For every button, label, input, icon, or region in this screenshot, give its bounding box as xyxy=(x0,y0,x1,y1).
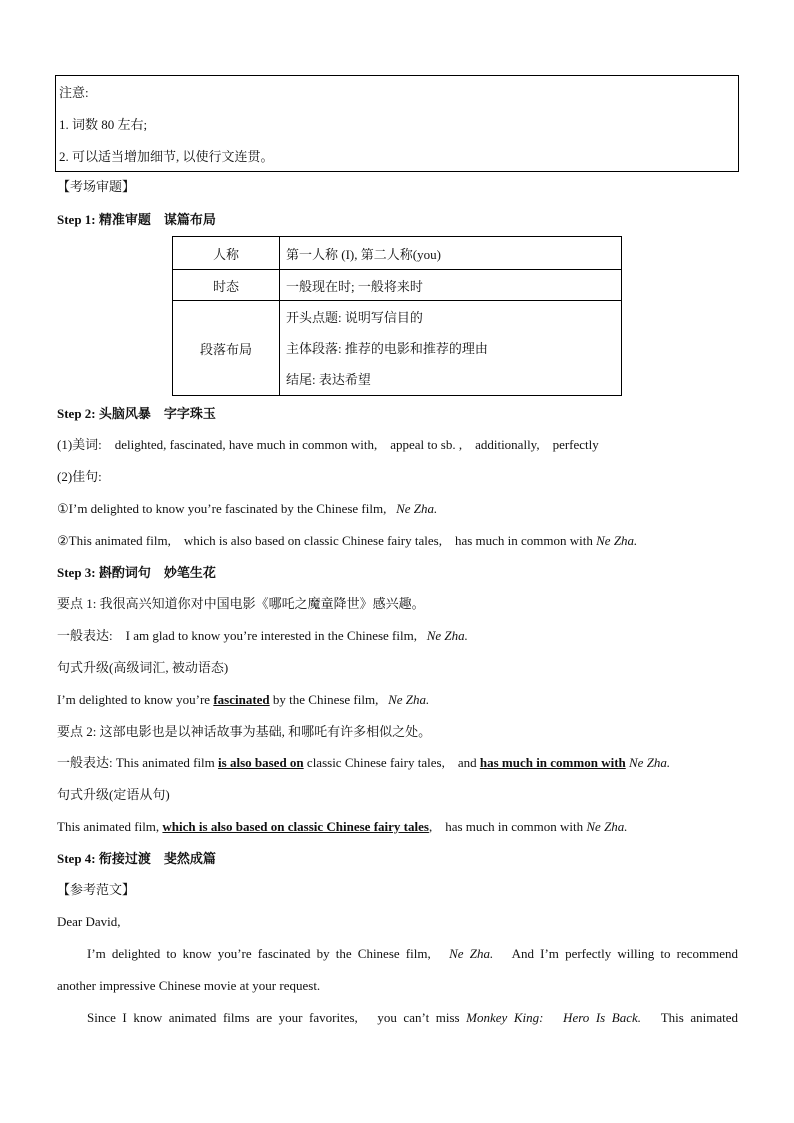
para1-text-a: I’m delighted to know you’re fascinated by the Chinese film, xyxy=(87,946,431,961)
point-2-general-title: Ne Zha. xyxy=(629,755,671,770)
point-2-general xyxy=(57,754,738,772)
letter-para1-line1 xyxy=(57,945,738,963)
point-1-upgrade-key: fascinated xyxy=(213,692,270,707)
point-2-general-text-a: 一般表达: This animated film xyxy=(57,755,219,770)
notice-box xyxy=(55,75,739,172)
sentence-2-title: Ne Zha. xyxy=(596,533,638,548)
point-2-upgrade-title: Ne Zha. xyxy=(586,819,628,834)
point-1-upgrade-text-a: I’m delighted to know you’re xyxy=(57,692,214,707)
words-label: (1)美词: xyxy=(57,437,102,452)
point-1: 要点 1: 我很高兴知道你对中国电影《哪吒之魔童降世》感兴趣。 xyxy=(57,596,425,611)
point-2-upgrade-text-b: , has much in common with xyxy=(428,819,584,834)
point-1-upgrade-title: Ne Zha. xyxy=(388,692,430,707)
point-1-general-title: Ne Zha. xyxy=(426,628,468,643)
reference-label: 【参考范文】 xyxy=(57,882,136,897)
layout-ending: 结尾: 表达希望 xyxy=(286,371,371,387)
sentence-2-text: ②This animated film, which is also based on classic Chinese fairy tales, has much in common with xyxy=(57,533,593,548)
para2-text-a: Since I know animated films are your favorites, you can’t miss xyxy=(87,1010,460,1025)
point-1-general-text: 一般表达: I am glad to know you’re interested in the Chinese film, xyxy=(57,628,417,643)
notice-item-2: 2. 可以适当增加细节, 以使行文连贯。 xyxy=(59,149,274,164)
para2-title: Monkey King: Hero Is Back. xyxy=(466,1010,642,1025)
para2-text-b: This animated xyxy=(660,1010,738,1025)
point-1-upgrade-label: 句式升级(高级词汇, 被动语态) xyxy=(57,660,229,675)
step1-heading: Step 1: 精准审题 谋篇布局 xyxy=(57,212,216,227)
letter-para2-line1 xyxy=(57,1009,738,1027)
step2-heading: Step 2: 头脑风暴 字字珠玉 xyxy=(57,406,216,421)
tense-value: 一般现在时; 一般将来时 xyxy=(280,270,622,301)
table-row xyxy=(173,301,622,396)
point-2-general-key-2: has much in common with xyxy=(479,755,626,770)
letter-para1-line2: another impressive Chinese movie at your request. xyxy=(57,978,321,993)
point-2-upgrade-key: which is also based on classic Chinese fairy tales xyxy=(162,819,429,834)
para1-text-b: And I’m perfectly willing to recommend xyxy=(511,946,738,961)
layout-body: 主体段落: 推荐的电影和推荐的理由 xyxy=(286,340,488,356)
layout-opening: 开头点题: 说明写信目的 xyxy=(286,309,423,325)
table-row xyxy=(173,270,622,301)
notice-title: 注意: xyxy=(59,85,89,100)
sentences-label: (2)佳句: xyxy=(57,469,102,484)
words-line xyxy=(57,436,738,454)
letter-greeting: Dear David, xyxy=(57,914,121,929)
words-list: delighted, fascinated, have much in common with, appeal to sb. , additionally, perfectly xyxy=(114,437,599,452)
point-2-general-text-b: classic Chinese fairy tales, and xyxy=(303,755,480,770)
para1-title: Ne Zha. xyxy=(449,946,494,961)
person-label: 人称 xyxy=(173,237,280,270)
sentence-1 xyxy=(57,500,738,518)
point-1-upgrade xyxy=(57,691,738,709)
point-2-upgrade-label: 句式升级(定语从句) xyxy=(57,787,170,802)
point-2-general-key-1: is also based on xyxy=(218,755,304,770)
layout-label: 段落布局 xyxy=(173,301,280,396)
table-row xyxy=(173,237,622,270)
tense-label: 时态 xyxy=(173,270,280,301)
step4-heading: Step 4: 衔接过渡 斐然成篇 xyxy=(57,851,216,866)
sentence-1-text: ①I’m delighted to know you’re fascinated by the Chinese film, xyxy=(57,501,387,516)
point-2: 要点 2: 这部电影也是以神话故事为基础, 和哪吒有许多相似之处。 xyxy=(57,724,432,739)
person-value: 第一人称 (I), 第二人称(you) xyxy=(280,237,622,270)
step3-heading: Step 3: 斟酌词句 妙笔生花 xyxy=(57,565,216,580)
planning-table xyxy=(172,236,622,396)
point-2-upgrade xyxy=(57,818,738,836)
point-1-upgrade-text-b: by the Chinese film, xyxy=(269,692,379,707)
sentence-2 xyxy=(57,532,738,550)
sentence-1-title: Ne Zha. xyxy=(396,501,438,516)
notice-item-1: 1. 词数 80 左右; xyxy=(59,117,148,132)
point-1-general xyxy=(57,627,738,645)
point-2-upgrade-text-a: This animated film, xyxy=(57,819,163,834)
layout-values xyxy=(280,301,622,396)
section-header: 【考场审题】 xyxy=(57,179,136,194)
